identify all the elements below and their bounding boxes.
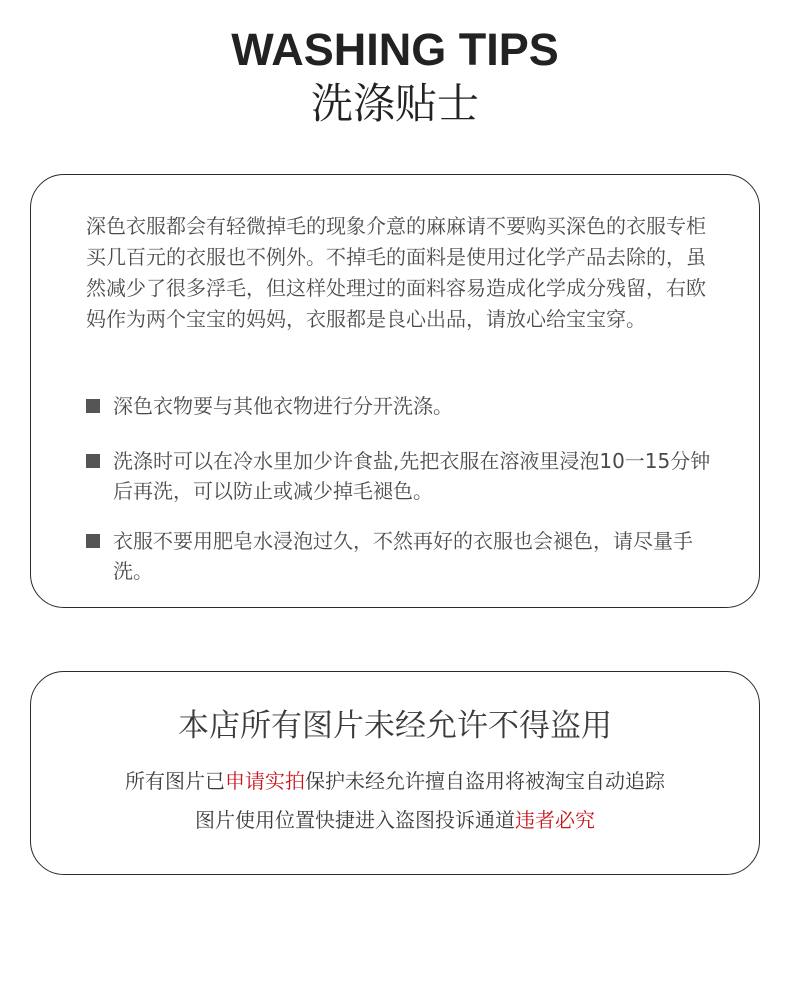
square-bullet-icon (86, 454, 100, 468)
square-bullet-icon (86, 399, 100, 413)
notice-text: 所有图片已 (125, 769, 225, 793)
title-chinese: 洗涤贴士 (310, 79, 479, 128)
tip-text: 深色衣物要与其他衣物进行分开洗涤。 (113, 394, 453, 418)
copyright-notice-card (30, 671, 760, 875)
notice-text: 保护未经允许擅自盗用将被淘宝自动追踪 (305, 769, 665, 793)
washing-tips-card (30, 174, 760, 608)
notice-line-2 (31, 805, 759, 835)
notice-highlight: 申请实拍 (225, 769, 305, 793)
notice-highlight: 违者必究 (515, 808, 595, 832)
intro-paragraph: 深色衣服都会有轻微掉毛的现象介意的麻麻请不要购买深色的衣服专柜买几百元的衣服也不例外。不掉毛的面料是使用过化学产品去除的，虽然减少了很多浮毛，但这样处理过的面料容易造成化学成分残留，右欧妈作为两个宝宝的妈妈，衣服都是良心出品，请放心给宝宝穿。 (86, 214, 706, 331)
square-bullet-icon (86, 534, 100, 548)
notice-title: 本店所有图片未经允许不得盗用 (178, 708, 612, 744)
notice-text: 图片使用位置快捷进入盗图投诉通道 (195, 808, 515, 832)
title-english: WASHING TIPS (231, 24, 559, 75)
tip-text: 洗涤时可以在冷水里加少许食盐,先把衣服在溶液里浸泡10一15分钟后再洗，可以防止或减少掉毛褪色。 (113, 449, 711, 503)
notice-line-1 (31, 766, 759, 796)
tip-text: 衣服不要用肥皂水浸泡过久，不然再好的衣服也会褪色，请尽量手洗。 (113, 529, 693, 583)
